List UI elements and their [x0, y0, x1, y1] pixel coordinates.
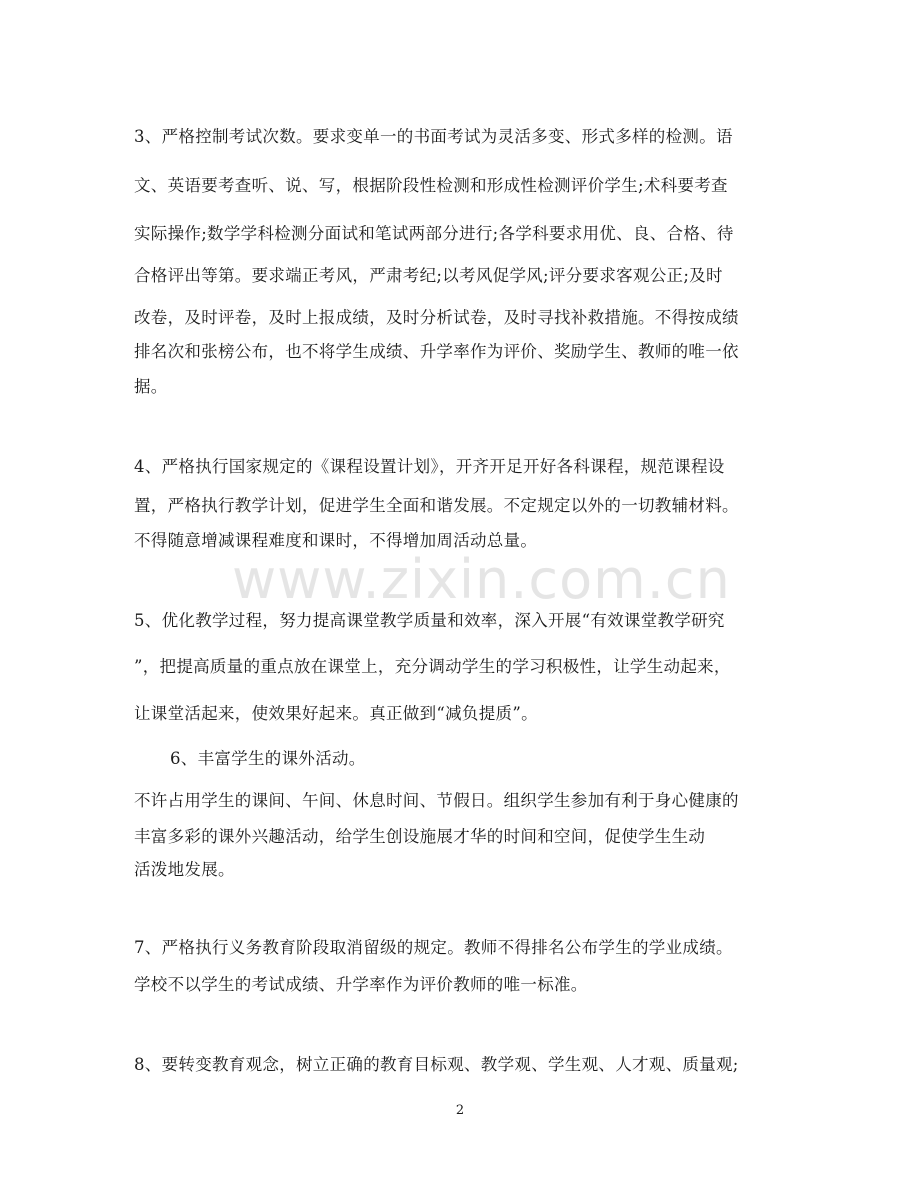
watermark: www.zixin.com.cn [232, 548, 731, 611]
page-number: 2 [455, 1103, 465, 1118]
paragraph-3-line-5: 改卷，及时评卷，及时上报成绩，及时分析试卷，及时寻找补救措施。不得按成绩 [134, 308, 739, 327]
paragraph-8-line-1: 8、要转变教育观念，树立正确的教育目标观、教学观、学生观、人才观、质量观; [134, 1055, 739, 1074]
paragraph-6-line-3: 活泼地发展。 [134, 860, 235, 879]
paragraph-7-line-1: 7、严格执行义务教育阶段取消留级的规定。教师不得排名公布学生的学业成绩。 [134, 938, 733, 957]
paragraph-4-line-1: 4、严格执行国家规定的《课程设置计划》，开齐开足开好各科课程，规范课程设 [134, 457, 725, 476]
paragraph-3-line-4: 合格评出等第。要求端正考风，严肃考纪;以考风促学风;评分要求客观公正;及时 [134, 266, 723, 285]
paragraph-3-line-6: 排名次和张榜公布，也不将学生成绩、升学率作为评价、奖励学生、教师的唯一依 [134, 342, 739, 361]
paragraph-7-line-2: 学校不以学生的考试成绩、升学率作为评价教师的唯一标准。 [134, 975, 588, 994]
paragraph-6-line-2: 丰富多彩的课外兴趣活动，给学生创设施展才华的时间和空间，促使学生生动 [134, 827, 706, 846]
paragraph-3-line-1: 3、严格控制考试次数。要求变单一的书面考试为灵活多变、形式多样的检测。语 [134, 127, 733, 146]
paragraph-6-line-1: 不许占用学生的课间、午间、休息时间、节假日。组织学生参加有利于身心健康的 [134, 791, 739, 810]
paragraph-5-line-3: 让课堂活起来，使效果好起来。真正做到“减负提质”。 [134, 704, 538, 723]
paragraph-3-line-2: 文、英语要考查听、说、写，根据阶段性检测和形成性检测评价学生;术科要考查 [134, 176, 728, 195]
paragraph-4-line-2: 置，严格执行教学计划，促进学生全面和谐发展。不定规定以外的一切教辅材料。 [134, 496, 739, 515]
paragraph-4-line-3: 不得随意增减课程难度和课时，不得增加周活动总量。 [134, 531, 538, 550]
paragraph-3-line-3: 实际操作;数学学科检测分面试和笔试两部分进行;各学科要求用优、良、合格、待 [134, 224, 734, 243]
paragraph-3-line-7: 据。 [134, 377, 168, 396]
paragraph-5-line-1: 5、优化教学过程，努力提高课堂教学质量和效率，深入开展“有效课堂教学研究 [134, 611, 725, 630]
paragraph-5-line-2: ”，把提高质量的重点放在课堂上，充分调动学生的学习积极性，让学生动起来， [134, 657, 731, 676]
paragraph-6-heading: 6、丰富学生的课外活动。 [170, 749, 366, 768]
